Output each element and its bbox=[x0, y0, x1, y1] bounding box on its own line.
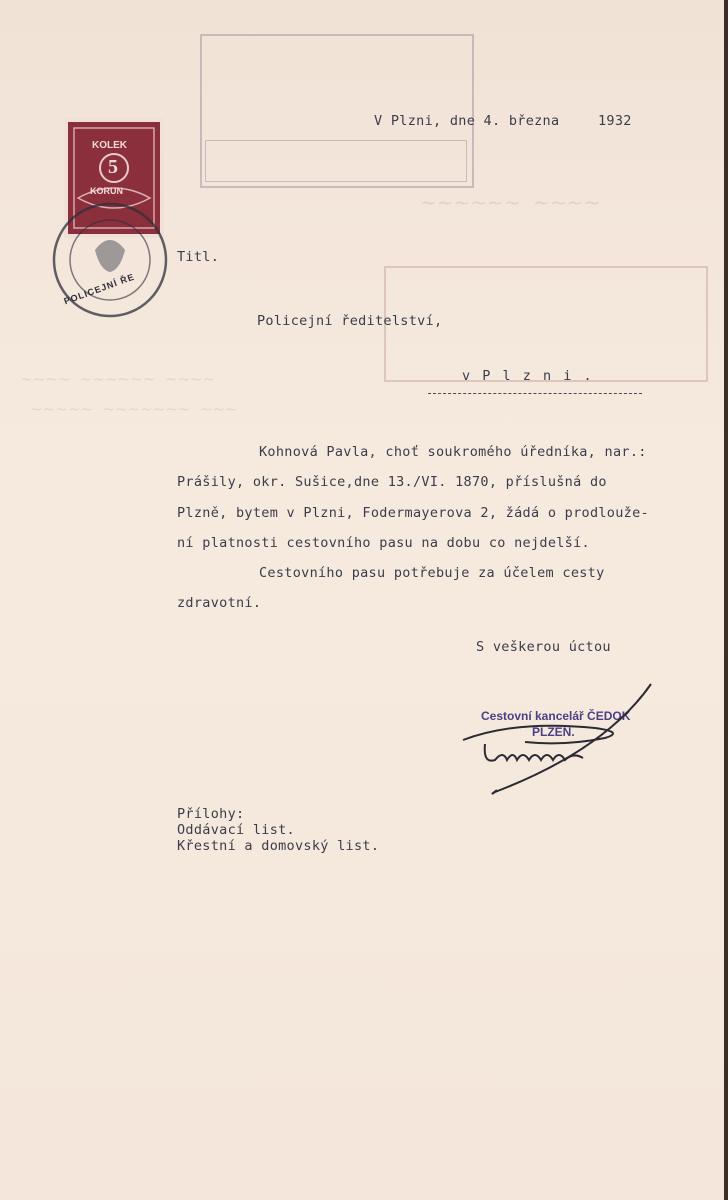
body-line-5: Cestovního pasu potřebuje za účelem cesty bbox=[259, 565, 605, 581]
revenue-stamp-label: KOLEK bbox=[92, 140, 127, 151]
body-line-4: ní platnosti cestovního pasu na dobu co nejdelší. bbox=[177, 535, 590, 551]
attachment-2: Křestní a domovský list. bbox=[177, 838, 380, 854]
cedok-stamp-line2: PLZEŇ. bbox=[532, 725, 575, 739]
bleed-through-writing: ~~~~~~ ~~~~ bbox=[420, 190, 601, 214]
cedok-stamp-line1: Cestovní kancelář ČEDOK bbox=[481, 709, 631, 723]
handwritten-signature bbox=[455, 680, 665, 800]
attachments-heading: Přílohy: bbox=[177, 806, 245, 822]
salutation: Titl. bbox=[177, 249, 220, 265]
bleed-through-writing-2: ~~~~ ~~~~~~ ~~~~ bbox=[20, 370, 216, 388]
attachment-1: Oddávací list. bbox=[177, 822, 295, 838]
police-seal-text: POLICEJNÍ ŘE bbox=[62, 271, 136, 307]
year: 1932 bbox=[598, 113, 632, 129]
addressee-underline bbox=[428, 393, 642, 394]
addressee-line2: v P l z n i . bbox=[462, 368, 594, 384]
addressee-line1: Policejní ředitelství, bbox=[257, 313, 443, 329]
closing: S veškerou úctou bbox=[476, 639, 611, 655]
body-line-3: Plzně, bytem v Plzni, Fodermayerova 2, žádá o prodlouže- bbox=[177, 505, 649, 521]
body-line-6: zdravotní. bbox=[177, 595, 262, 611]
revenue-stamp-value: 5 bbox=[108, 156, 118, 178]
registry-stamp-inner bbox=[205, 140, 467, 182]
bleed-through-writing-3: ~~~~~ ~~~~~~~ ~~~ bbox=[30, 400, 238, 418]
body-line-1: Kohnová Pavla, choť soukromého úředníka, nar.: bbox=[259, 444, 647, 460]
page-edge bbox=[724, 0, 728, 1200]
body-line-2: Prášily, okr. Sušice,dne 13./VI. 1870, příslušná do bbox=[177, 474, 607, 490]
place-date: V Plzni, dne 4. března bbox=[374, 113, 560, 129]
revenue-stamp-currency: KORUN bbox=[90, 186, 123, 196]
